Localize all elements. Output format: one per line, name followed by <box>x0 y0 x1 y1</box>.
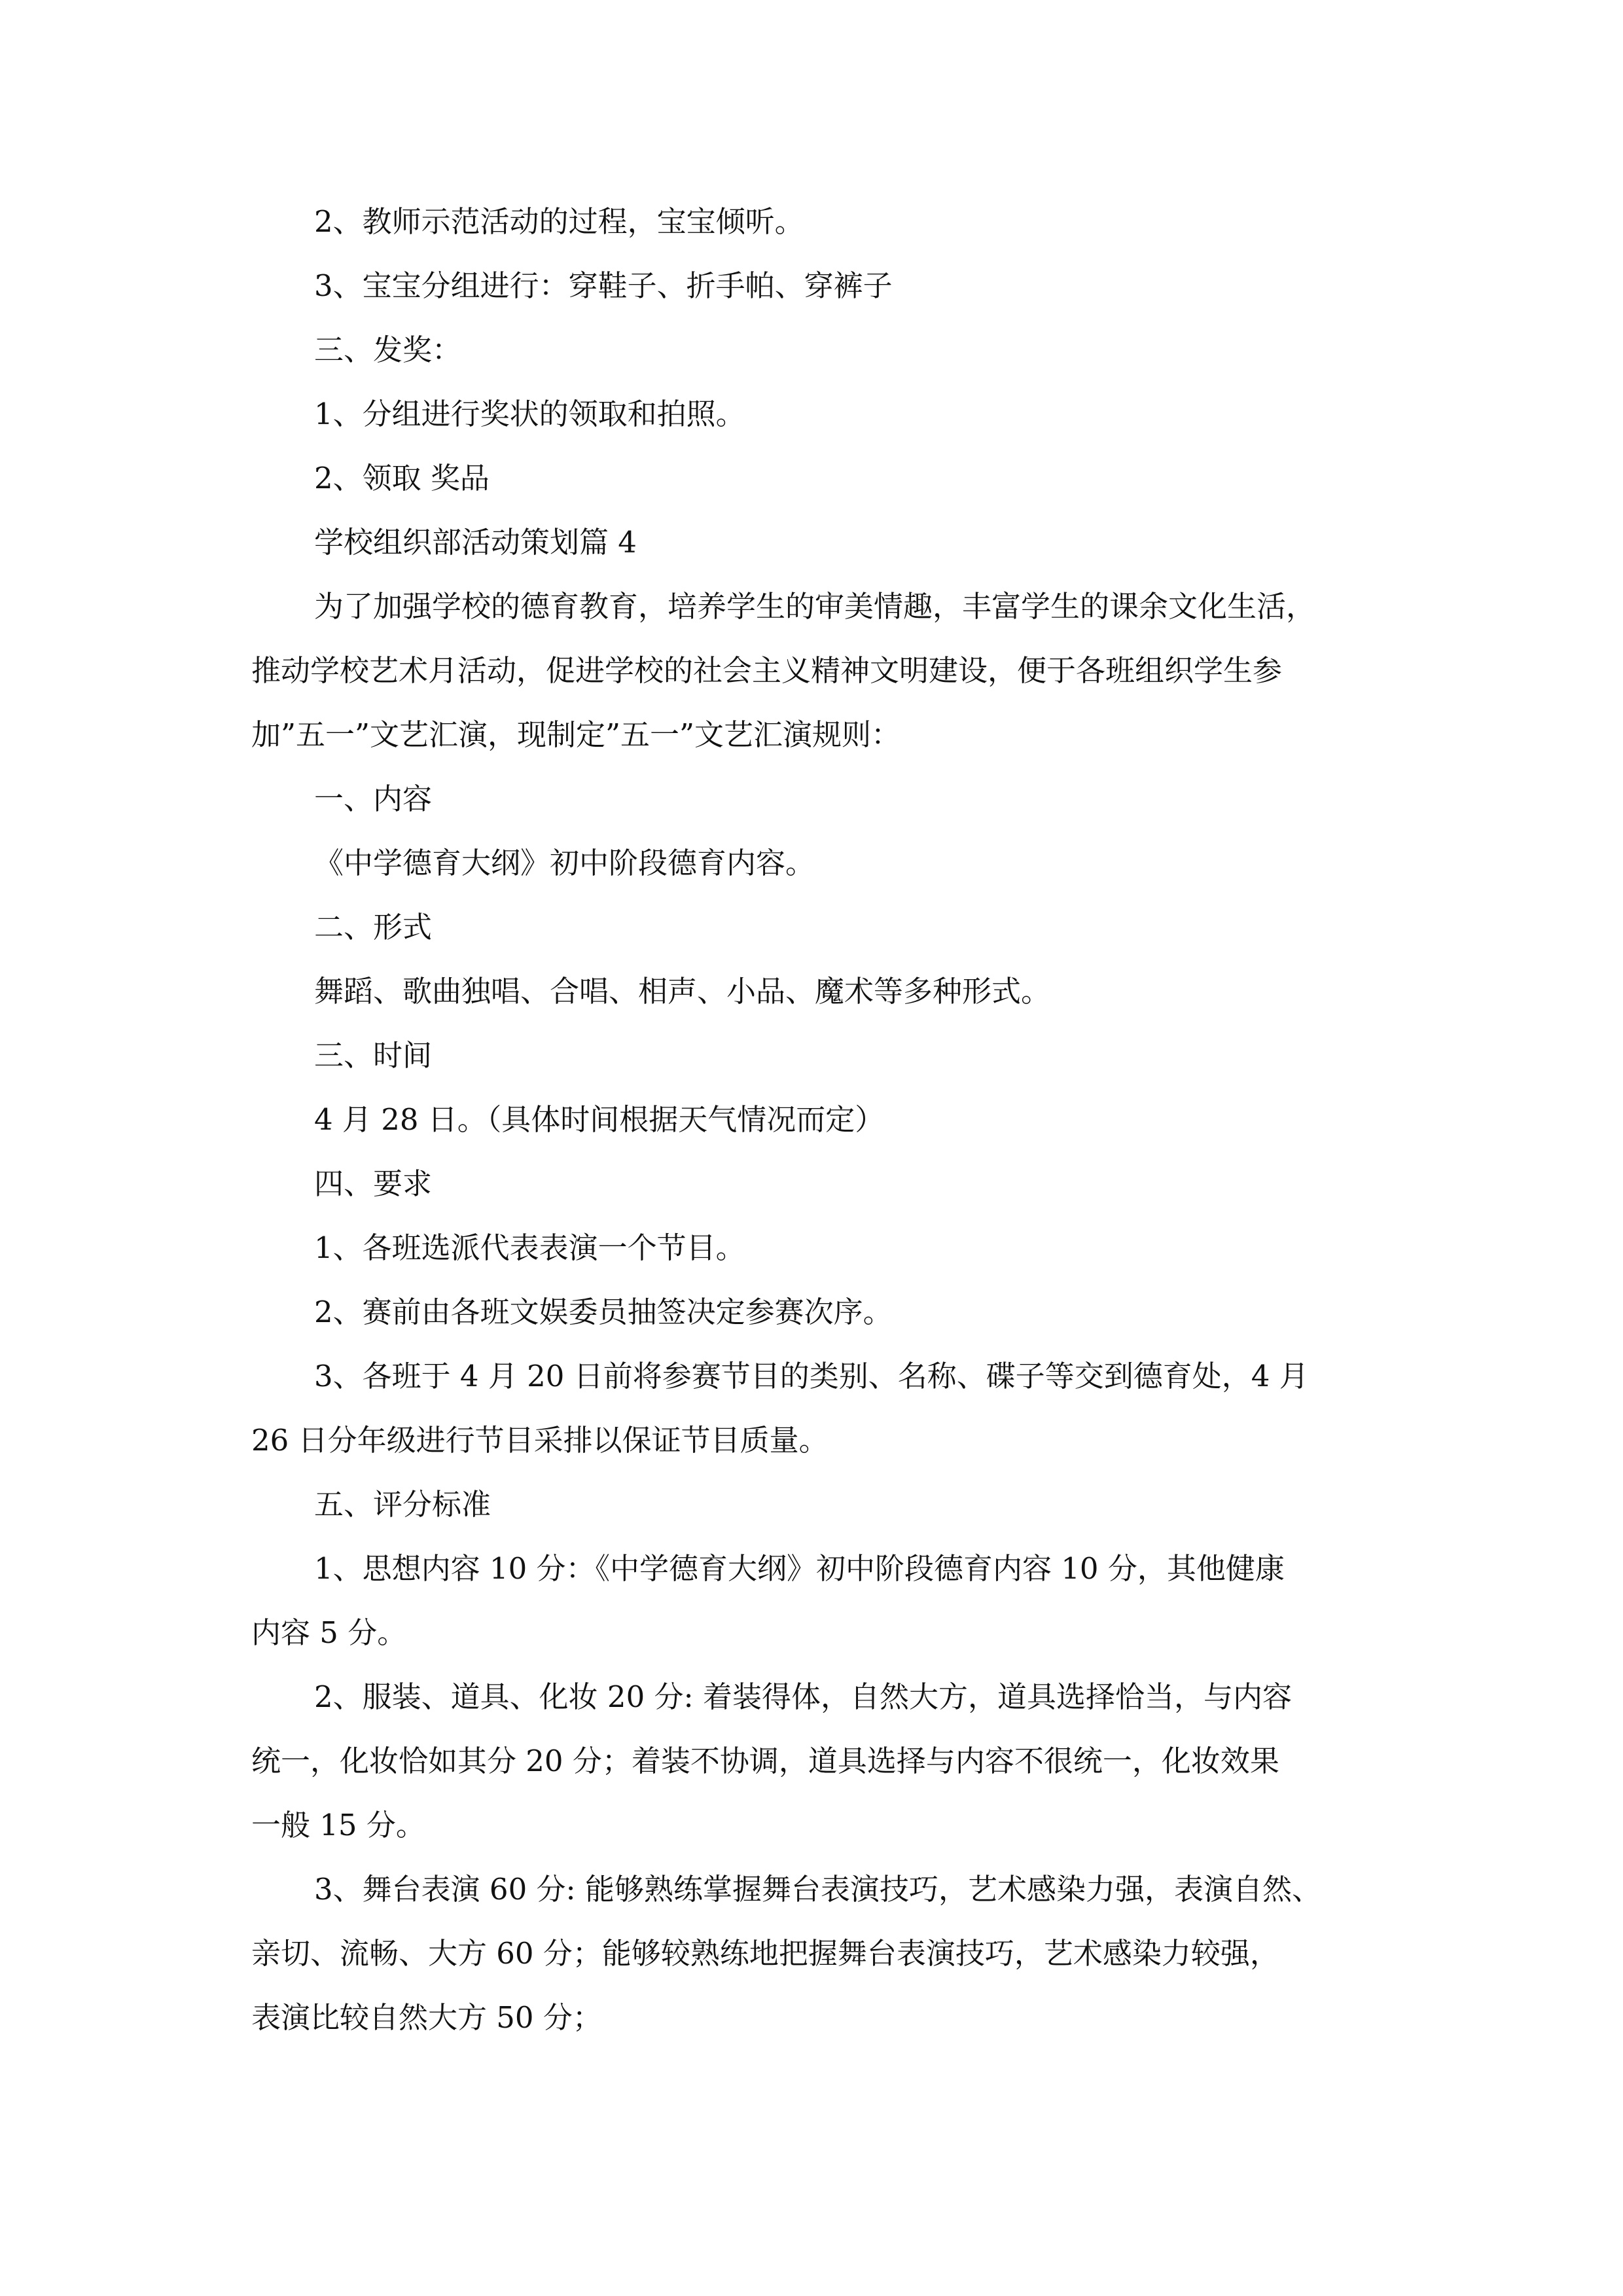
text-line: 3、各班于 4 月 20 日前将参赛节目的类别、名称、碟子等交到德育处，4 月 <box>314 1359 1309 1393</box>
text-line: 加”五一”文艺汇演，现制定”五一”文艺汇演规则： <box>251 717 901 752</box>
text-line: 一般 15 分。 <box>251 1808 425 1842</box>
text-line: 2、领取 奖品 <box>314 461 490 495</box>
text-line: 为了加强学校的德育教育，培养学生的审美情趣，丰富学生的课余文化生活， <box>314 589 1316 624</box>
text-line: 内容 5 分。 <box>251 1615 407 1650</box>
text-line: 3、舞台表演 60 分: 能够熟练掌握舞台表演技巧，艺术感染力强，表演自然、 <box>314 1872 1321 1907</box>
text-line: 亲切、流畅、大方 60 分；能够较熟练地把握舞台表演技巧，艺术感染力较强， <box>251 1936 1279 1971</box>
text-line: 三、发奖： <box>314 332 462 367</box>
text-line: 统一，化妆恰如其分 20 分；着装不协调，道具选择与内容不很统一，化妆效果 <box>251 1744 1279 1778</box>
text-line: 表演比较自然大方 50 分； <box>251 2000 602 2035</box>
text-line: 舞蹈、歌曲独唱、合唱、相声、小品、魔术等多种形式。 <box>314 974 1051 1009</box>
text-line: 2、赛前由各班文娱委员抽签决定参赛次序。 <box>314 1295 893 1329</box>
text-line: 1、各班选派代表表演一个节目。 <box>314 1230 745 1265</box>
text-line: 推动学校艺术月活动，促进学校的社会主义精神文明建设，便于各班组织学生参 <box>251 653 1283 688</box>
text-line: 3、宝宝分组进行：穿鞋子、折手帕、穿裤子 <box>314 268 893 303</box>
text-line: 1、思想内容 10 分：《中学德育大纲》初中阶段德育内容 10 分，其他健康 <box>314 1551 1285 1586</box>
text-line: 学校组织部活动策划篇 4 <box>314 525 637 560</box>
text-line: 一、内容 <box>314 781 433 816</box>
document-body <box>251 190 1387 2050</box>
text-line: 二、形式 <box>314 910 433 944</box>
text-line: 26 日分年级进行节目采排以保证节目质量。 <box>251 1423 829 1458</box>
text-line: 4 月 28 日。（具体时间根据天气情况而定） <box>314 1102 885 1137</box>
text-line: 2、教师示范活动的过程，宝宝倾听。 <box>314 204 804 239</box>
text-line: 《中学德育大纲》初中阶段德育内容。 <box>314 846 815 880</box>
text-line: 2、服装、道具、化妆 20 分: 着装得体，自然大方，道具选择恰当，与内容 <box>314 1679 1292 1714</box>
text-line: 1、分组进行奖状的领取和拍照。 <box>314 397 745 431</box>
text-line: 五、评分标准 <box>314 1487 491 1522</box>
text-line: 四、要求 <box>314 1166 433 1201</box>
text-line: 三、时间 <box>314 1038 433 1073</box>
